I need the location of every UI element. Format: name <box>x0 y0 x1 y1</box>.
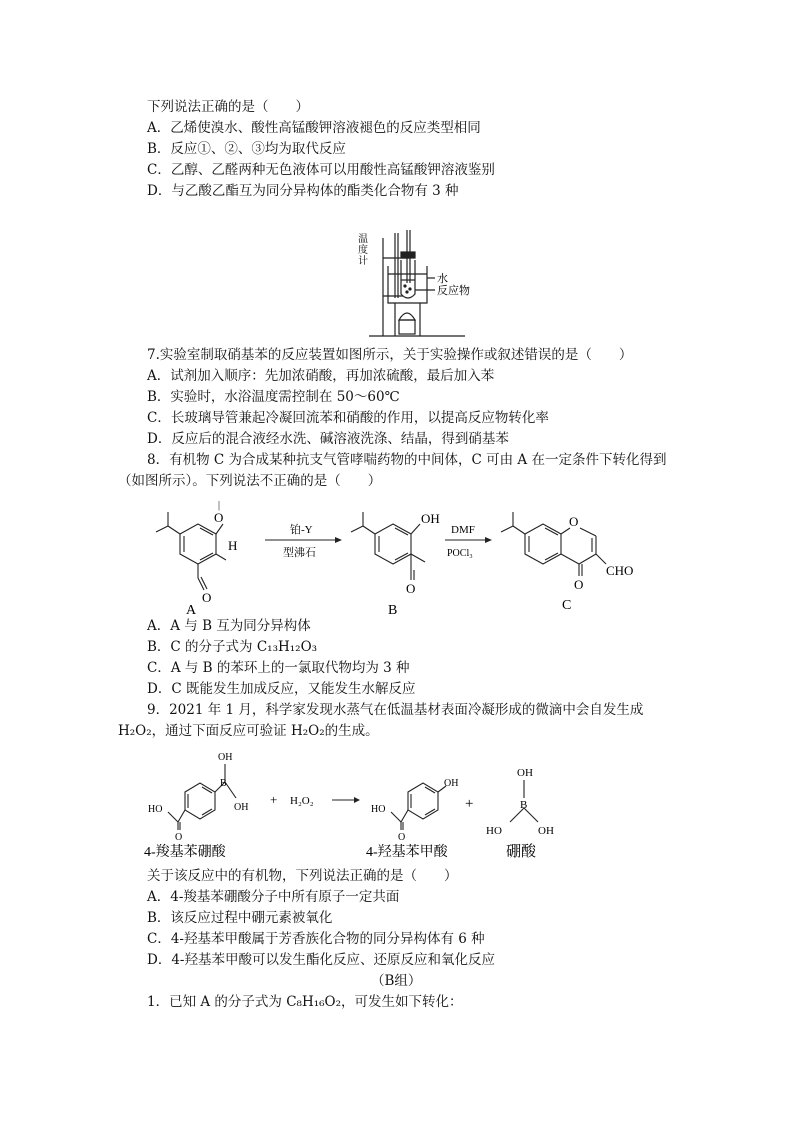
q9-option-c: C．4-羟基苯甲酸属于芳香族化合物的同分异构体有 6 种 <box>147 931 485 947</box>
q7-option-d: D．反应后的混合液经水洗、碱溶液洗涤、结晶，得到硝基苯 <box>147 431 509 447</box>
water-label: 水 <box>437 273 448 285</box>
q6-option-d: D．与乙酸乙酯互为同分异构体的酯类化合物有 3 种 <box>147 183 459 199</box>
q7-option-c: C．长玻璃导管兼起冷凝回流苯和硝酸的作用，以提高反应物转化率 <box>147 410 549 426</box>
q6-option-a: A．乙烯使溴水、酸性高锰酸钾溶液褪色的反应类型相同 <box>147 120 481 136</box>
arrow1-zeolite: 型沸石 <box>283 547 316 559</box>
q8-stem-line2: （如图所示）。下列说法不正确的是（ ） <box>118 473 382 489</box>
q6-option-c: C．乙醇、乙醛两种无色液体可以用酸性高锰酸钾溶液鉴别 <box>147 162 495 178</box>
a-aldehyde-h: H <box>228 538 238 553</box>
q7-option-a: A．试剂加入顺序：先加浓硝酸，再加浓硫酸，最后加入苯 <box>147 368 495 384</box>
arrow2-reagent: DMF <box>451 524 475 536</box>
a-carbonyl-o: O <box>202 590 212 605</box>
q9-stem-line1: 9．2021 年 1 月，科学家发现水蒸气在低温基材表面冷凝形成的微滴中会自发生成 <box>147 702 644 718</box>
boric-ho-left: HO <box>486 825 502 837</box>
q8-option-d: D．C 既能发生加成反应，又能发生水解反应 <box>147 681 416 697</box>
arrow1-catalyst: 铂-Y <box>290 524 313 536</box>
svg-text:|: | <box>218 500 221 511</box>
b-carbonyl-o: O <box>406 581 416 596</box>
thermometer-label-2: 度 <box>358 245 368 256</box>
carboxyl-o: O <box>175 832 183 843</box>
label-a: A <box>186 603 197 618</box>
boronic-oh-right: OH <box>234 802 249 813</box>
phenol-oh: OH <box>444 778 459 789</box>
q8-option-c: C．A 与 B 的苯环上的一氯取代物均为 3 种 <box>147 660 410 676</box>
q9-option-a: A．4-羧基苯硼酸分子中所有原子一定共面 <box>147 889 400 905</box>
q6-stem: 下列说法正确的是（ ） <box>147 99 309 115</box>
q8-option-b: B．C 的分子式为 C₁₃H₁₂O₃ <box>147 639 318 655</box>
boric-b: B <box>520 799 528 811</box>
q8-reaction-scheme <box>140 500 660 618</box>
boronic-oh-top: OH <box>218 752 233 763</box>
q9-stem-line3: 关于该反应中的有机物，下列说法正确的是（ ） <box>147 868 458 884</box>
product1-name: 4-羟基苯甲酸 <box>366 845 448 860</box>
q6-option-b: B．反应①、②、③均为取代反应 <box>147 141 346 157</box>
group-b-title: （B组） <box>371 973 422 989</box>
reactant1-name: 4-羧基苯硼酸 <box>144 845 226 860</box>
a-methoxy-o: O <box>214 510 224 525</box>
q8-option-a: A．A 与 B 互为同分异构体 <box>147 618 311 634</box>
boric-oh-right: OH <box>538 825 554 837</box>
plus-2: + <box>465 796 474 812</box>
label-c: C <box>562 598 572 613</box>
arrow2-reagent2: POCl₃ <box>447 548 473 559</box>
q9-reaction-scheme <box>140 742 580 864</box>
reactant-label: 反应物 <box>437 285 470 297</box>
c-aldehyde: CHO <box>606 563 634 578</box>
acid-ho: HO <box>371 804 386 815</box>
q7-stem: 7.实验室制取硝基苯的反应装置如图所示，关于实验操作或叙述错误的是（ ） <box>147 347 633 363</box>
c-ring-o: O <box>569 514 579 529</box>
q9-stem-line2: H₂O₂，通过下面反应可验证 H₂O₂的生成。 <box>118 723 379 739</box>
thermometer-label-3: 计 <box>358 256 368 267</box>
q9-option-b: B．该反应过程中硼元素被氧化 <box>147 910 333 926</box>
thermometer-label-1: 温 <box>358 234 368 245</box>
acid-o: O <box>398 832 406 843</box>
q8-stem-line1: 8．有机物 C 为合成某种抗支气管哮喘药物的中间体，C 可由 A 在一定条件下转化得到 <box>147 452 667 468</box>
plus-1: + <box>270 792 278 807</box>
b-hydroxyl: OH <box>421 511 440 526</box>
carboxyl-ho: HO <box>148 804 163 815</box>
c-carbonyl-o: O <box>574 577 584 592</box>
label-b: B <box>388 603 398 618</box>
boronic-b: B <box>220 778 227 789</box>
group-b-q1: 1．已知 A 的分子式为 C₈H₁₆O₂，可发生如下转化： <box>147 994 463 1010</box>
hydrogen-peroxide: H₂O₂ <box>290 795 314 807</box>
boric-oh-top: OH <box>517 767 533 779</box>
product2-name: 硼酸 <box>506 844 537 860</box>
q7-option-b: B．实验时，水浴温度需控制在 50～60℃ <box>147 389 400 405</box>
q9-option-d: D．4-羟基苯甲酸可以发生酯化反应、还原反应和氧化反应 <box>147 952 495 968</box>
nitrobenzene-apparatus-figure <box>355 228 495 343</box>
